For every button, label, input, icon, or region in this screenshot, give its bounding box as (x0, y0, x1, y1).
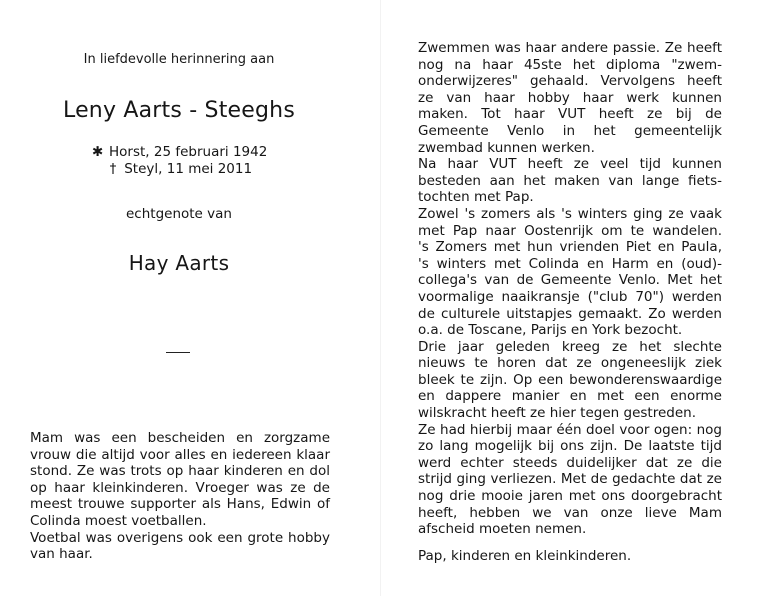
right-text-line: Drie jaar geleden kreeg ze het slechte (418, 338, 722, 355)
right-text-line: werd echter steeds duidelijker dat ze die (418, 454, 722, 471)
right-text-line: 's winters met Colinda en Harm en (oud)- (418, 255, 722, 272)
right-text-line: afscheid moeten nemen. (418, 521, 587, 538)
left-text-line: Colinda moest voetballen. (30, 512, 207, 529)
divider-line (166, 352, 190, 353)
left-text-line: van haar. (30, 546, 93, 563)
left-text-line: op haar kleinkinderen. Vroeger was ze de (30, 479, 330, 496)
left-text-line: vrouw die altijd voor alles en iedereen klaar (30, 446, 330, 463)
death-text: Steyl, 11 mei 2011 (124, 161, 253, 177)
right-text-line: en dappere manier en met een enorme (418, 388, 722, 405)
right-text-line: maken. Tot haar VUT heeft ze bij de (418, 106, 722, 123)
right-text-line: strijd ging verliezen. Met de gedachte dat ze (418, 471, 722, 488)
right-text-line: Na haar VUT heeft ze veel tijd kunnen (418, 156, 722, 173)
right-text-line: collega's van de Gemeente Venlo. Met het (418, 272, 722, 289)
birth-text: Horst, 25 februari 1942 (109, 144, 268, 160)
left-paragraph (30, 430, 330, 563)
right-text-line: Zwemmen was haar andere passie. Ze heeft (418, 40, 722, 56)
spouse-name: Hay Aarts (128, 251, 230, 275)
signoff: Pap, kinderen en kleinkinderen. (418, 548, 632, 564)
right-text-line: nog na haar 45ste het diploma "zwem- (418, 56, 722, 73)
life-dates (0, 144, 358, 178)
right-text-line: Gemeente Venlo in het gemeentelijk (418, 122, 722, 139)
right-text-line: 's Zomers met hun vrienden Piet en Paula, (418, 239, 722, 256)
card-fold-line (380, 0, 381, 596)
right-text-line: heeft, hebben we van onze lieve Mam (418, 504, 722, 521)
right-paragraph (418, 40, 722, 538)
left-text-line: stond. Ze was trots op haar kinderen en dol (30, 463, 330, 480)
spouse-label: echtgenote van (126, 206, 232, 222)
right-text-line: ze van haar hobby haar werk kunnen (418, 89, 722, 106)
right-text-line: Ze had hierbij maar één doel voor ogen: nog (418, 421, 722, 438)
intro-text: In liefdevolle herinnering aan (83, 52, 275, 67)
left-text-line: meest trouwe supporter als Hans, Edwin of (30, 496, 330, 513)
death-line (0, 161, 358, 178)
right-text-line: zo lang mogelijk bij ons zijn. De laatste tijd (418, 438, 722, 455)
right-text-line: voormalige naaikransje ("club 70") werden (418, 288, 722, 305)
right-text-line: onderwijzeres" gehaald. Vervolgens heeft (418, 73, 722, 90)
right-text-line: besteden aan het maken van lange fiets- (418, 172, 722, 189)
right-text-line: met Pap naar Oostenrijk om te wandelen. (418, 222, 722, 239)
death-cross-icon: † (109, 161, 117, 177)
right-text-line: bleek te zijn. Op een bewonderenswaardige (418, 371, 722, 388)
right-text-line: o.a. de Toscane, Parijs en York bezocht. (418, 322, 683, 339)
left-text-line: Voetbal was overigens ook een grote hobby (30, 529, 330, 546)
right-text-line: de culturele uitstapjes gemaakt. Zo werden (418, 305, 722, 322)
birth-line (0, 144, 358, 161)
left-text-line: Mam was een bescheiden en zorgzame (30, 430, 330, 446)
right-text-line: nieuws te horen dat ze ongeneeslijk ziek (418, 355, 722, 372)
deceased-name: Leny Aarts - Steeghs (63, 98, 295, 123)
right-text-line: zwembad kunnen werken. (418, 139, 595, 156)
right-text-line: tochten met Pap. (418, 189, 534, 206)
birth-star-icon: ✱ (92, 144, 104, 160)
right-text-line: wilskracht heeft ze hier tegen gestreden. (418, 405, 696, 422)
right-text-line: nog drie mooie jaren met ons doorgebracht (418, 488, 722, 505)
right-text-line: Zowel 's zomers als 's winters ging ze vaak (418, 205, 722, 222)
